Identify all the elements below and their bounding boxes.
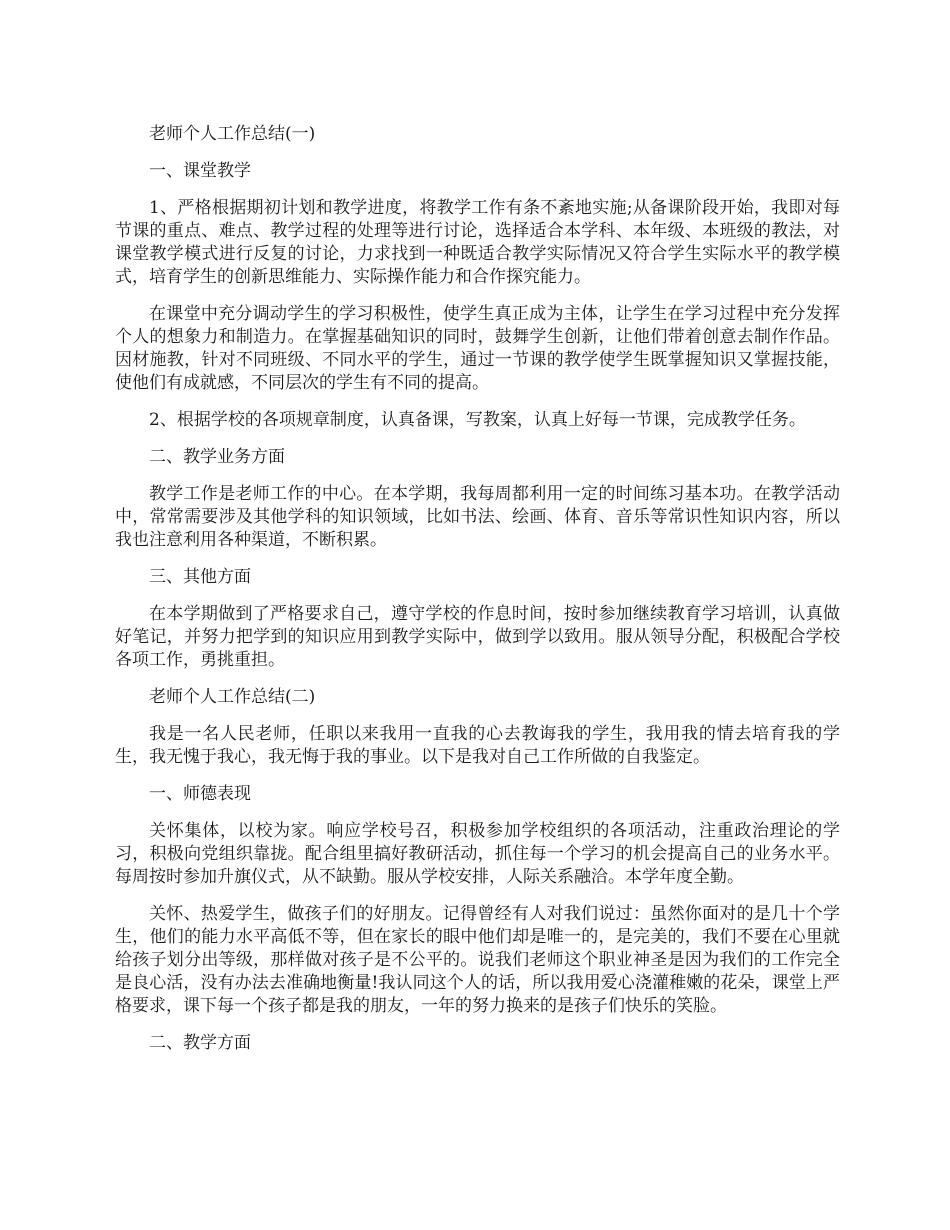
heading-teaching-business: 二、教学业务方面 [149, 447, 285, 467]
paragraph-care-collective: 关怀集体，以校为家。响应学校号召，积极参加学校组织的各项活动，注重政治理论的学习，积极向党组织靠拢。配合组里搞好教研活动，抓住每一个学习的机会提高自己的业务水平。每周按时参加升旗仪式，从不缺勤。服从学校安排，人际关系融洽。本学年度全勤。 [115, 821, 840, 887]
heading-teaching-aspects: 二、教学方面 [149, 1033, 251, 1053]
paragraph-student-initiative: 在课堂中充分调动学生的学习积极性，使学生真正成为主体，让学生在学习过程中充分发挥个人的想象力和制造力。在掌握基础知识的同时，鼓舞学生创新，让他们带着创意去制作作品。因材施教，针对不同班级、不同水平的学生，通过一节课的教学使学生既掌握知识又掌握技能，使他们有成就感，不同层次的学生有不同的提高。 [115, 304, 840, 393]
heading-teacher-ethics: 一、师德表现 [149, 784, 251, 804]
paragraph-school-rules: 2、根据学校的各项规章制度，认真备课，写教案，认真上好每一节课，完成教学任务。 [149, 410, 806, 430]
paragraph-teaching-center: 教学工作是老师工作的中心。在本学期，我每周都利用一定的时间练习基本功。在教学活动中，常常需要涉及其他学科的知识领域，比如书法、绘画、体育、音乐等常识性知识内容，所以我也注意利用各种渠道，不断积累。 [115, 484, 840, 550]
section-title-summary-1: 老师个人工作总结(一) [149, 124, 316, 144]
heading-classroom-teaching: 一、课堂教学 [149, 161, 251, 181]
section-title-summary-2: 老师个人工作总结(二) [149, 687, 316, 707]
heading-other-aspects: 三、其他方面 [149, 567, 251, 587]
paragraph-strict-requirements: 在本学期做到了严格要求自己，遵守学校的作息时间，按时参加继续教育学习培训，认真做好笔记，并努力把学到的知识应用到教学实际中，做到学以致用。服从领导分配，积极配合学校各项工作，勇挑重担。 [115, 604, 840, 670]
paragraph-introduction: 我是一名人民老师，任职以来我用一直我的心去教诲我的学生，我用我的情去培育我的学生，我无愧于我心，我无悔于我的事业。以下是我对自己工作所做的自我鉴定。 [115, 724, 840, 767]
paragraph-care-students: 关怀、热爱学生，做孩子们的好朋友。记得曾经有人对我们说过：虽然你面对的是几十个学生，他们的能力水平高低不等，但在家长的眼中他们却是唯一的，是完美的，我们不要在心里就给孩子划分出等级，那样做对孩子是不公平的。说我们老师这个职业神圣是因为我们的工作完全是良心活，没有办法去准确地衡量!我认同这个人的话，所以我用爱心浇灌稚嫩的花朵，课堂上严格要求，课下每一个孩子都是我的朋友，一年的努力换来的是孩子们快乐的笑脸。 [115, 904, 840, 1016]
document-body [115, 123, 840, 1069]
paragraph-teaching-plan: 1、严格根据期初计划和教学进度，将教学工作有条不紊地实施;从备课阶段开始，我即对每节课的重点、难点、教学过程的处理等进行讨论，选择适合本学科、本年级、本班级的教法，对课堂教学模式进行反复的讨论，力求找到一种既适合教学实际情况又符合学生实际水平的教学模式，培育学生的创新思维能力、实际操作能力和合作探究能力。 [115, 198, 840, 287]
